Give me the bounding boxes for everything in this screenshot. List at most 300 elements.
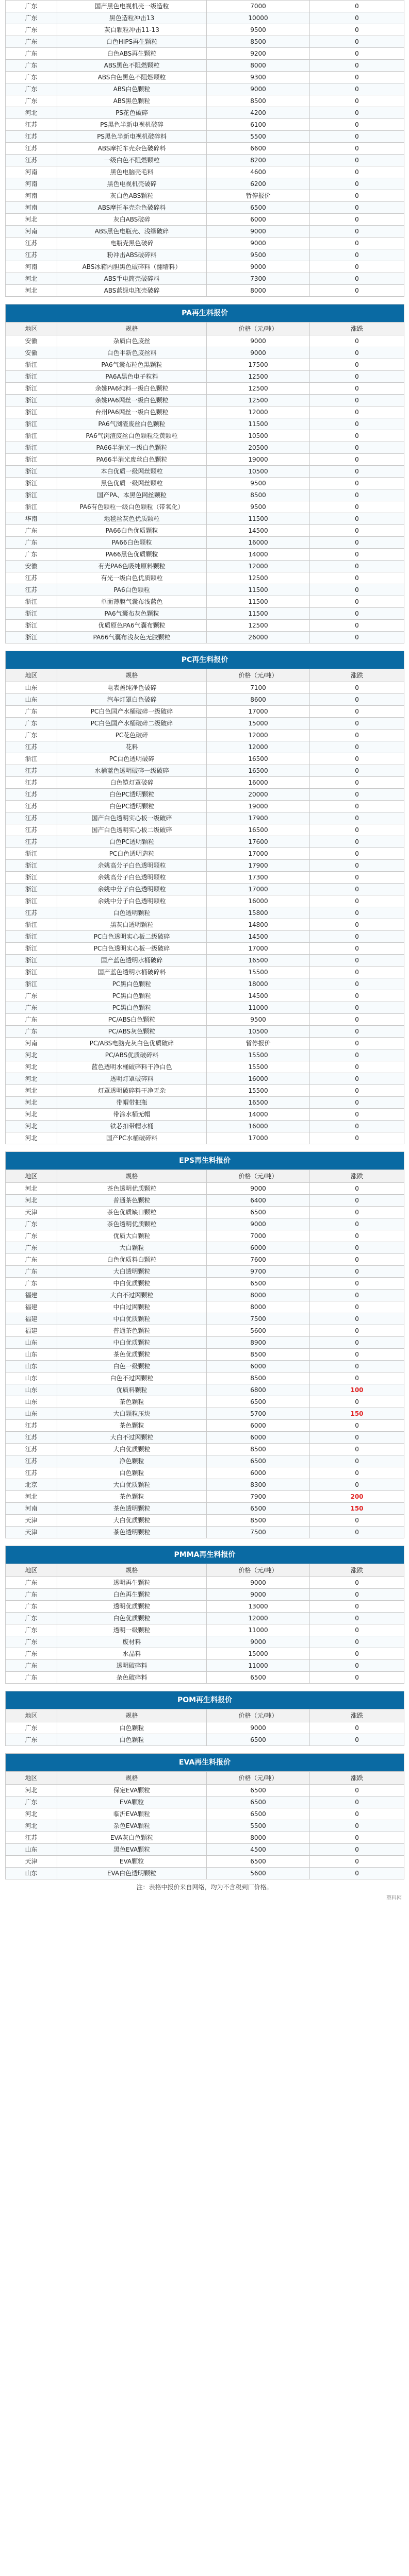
- region-cell: 广东: [6, 1636, 57, 1648]
- table-row: [6, 1384, 404, 1396]
- region-cell: 浙江: [6, 872, 57, 884]
- change-cell: 0: [310, 1432, 404, 1444]
- change-cell: 0: [310, 83, 404, 95]
- table-row: [6, 347, 404, 359]
- table-row: [6, 836, 404, 848]
- region-cell: 安徽: [6, 347, 57, 359]
- price-cell: 8300: [207, 1479, 310, 1491]
- price-cell: 16500: [207, 1097, 310, 1109]
- price-cell: 11000: [207, 1624, 310, 1636]
- spec-cell: ABS摩托车壳杂色破碎料: [57, 143, 207, 155]
- table-row: [6, 765, 404, 777]
- change-cell: 0: [310, 238, 404, 249]
- price-cell: 12000: [207, 730, 310, 741]
- table-row: [6, 513, 404, 525]
- change-cell: 0: [310, 261, 404, 273]
- spec-cell: 茶色颗粒: [57, 1396, 207, 1408]
- price-cell: 8500: [207, 1349, 310, 1361]
- spec-cell: EVA颗粒: [57, 1797, 207, 1808]
- price-cell: 8500: [207, 36, 310, 48]
- price-cell: 6500: [207, 202, 310, 214]
- table-row: [6, 812, 404, 824]
- spec-cell: PA66黑色优质颗粒: [57, 549, 207, 561]
- section-gap: [5, 1144, 404, 1151]
- spec-cell: 黑色电视机壳破碎: [57, 178, 207, 190]
- table-header-row: [6, 323, 404, 335]
- change-cell: 0: [310, 1349, 404, 1361]
- table-row: [6, 249, 404, 261]
- change-cell: 0: [310, 1207, 404, 1218]
- change-cell: 0: [310, 1479, 404, 1491]
- price-cell: 11500: [207, 418, 310, 430]
- region-cell: 江苏: [6, 131, 57, 143]
- change-cell: 0: [310, 1073, 404, 1085]
- table-row: [6, 1183, 404, 1195]
- spec-cell: PC白色国产水桶破碎一级破碎: [57, 706, 207, 718]
- table-row: [6, 1660, 404, 1672]
- spec-cell: 茶色颗粒: [57, 1420, 207, 1432]
- region-cell: 广东: [6, 706, 57, 718]
- region-cell: 浙江: [6, 489, 57, 501]
- price-cell: 6500: [207, 1808, 310, 1820]
- region-cell: 浙江: [6, 501, 57, 513]
- price-cell: 7000: [207, 1, 310, 12]
- spec-cell: PA6有色颗粒一级白色颗粒（带氧化）: [57, 501, 207, 513]
- table-row: [6, 1132, 404, 1144]
- price-cell: 10500: [207, 430, 310, 442]
- table-row: [6, 1337, 404, 1349]
- table-row: [6, 1479, 404, 1491]
- region-cell: 河北: [6, 1073, 57, 1085]
- table-row: [6, 166, 404, 178]
- table-row: [6, 430, 404, 442]
- price-cell: 12000: [207, 741, 310, 753]
- change-cell: 0: [310, 525, 404, 537]
- spec-cell: 透明灯罩破碎料: [57, 1073, 207, 1085]
- spec-cell: 灰白ABS破碎: [57, 214, 207, 226]
- table-row: [6, 1832, 404, 1844]
- price-cell: 15000: [207, 1648, 310, 1660]
- column-header: 规格: [57, 1772, 207, 1785]
- price-cell: 9000: [207, 347, 310, 359]
- change-cell: 0: [310, 1301, 404, 1313]
- change-cell: 0: [310, 1613, 404, 1624]
- table-row: [6, 955, 404, 967]
- price-cell: 17000: [207, 848, 310, 860]
- region-cell: 浙江: [6, 632, 57, 643]
- change-cell: 0: [310, 1420, 404, 1432]
- spec-cell: 黑色造粒冲击13: [57, 12, 207, 24]
- change-cell: 0: [310, 1589, 404, 1601]
- region-cell: 江苏: [6, 1444, 57, 1455]
- spec-cell: 透明一级颗粒: [57, 1624, 207, 1636]
- spec-cell: 白色HIPS再生颗粒: [57, 36, 207, 48]
- price-cell: 6500: [207, 1785, 310, 1797]
- column-header: 涨跌: [310, 1709, 404, 1722]
- table-row: [6, 537, 404, 549]
- change-cell: 0: [310, 1230, 404, 1242]
- spec-cell: PC黑白色颗粒: [57, 978, 207, 990]
- region-cell: 广东: [6, 1722, 57, 1734]
- price-cell: 8500: [207, 95, 310, 107]
- change-cell: 0: [310, 249, 404, 261]
- table-row: [6, 1061, 404, 1073]
- price-cell: 7900: [207, 1491, 310, 1503]
- spec-cell: PA66气囊布浅灰色无胶颗粒: [57, 632, 207, 643]
- price-cell: 10500: [207, 466, 310, 478]
- section-title-row: [6, 651, 404, 669]
- price-table: [5, 1753, 404, 1879]
- price-cell: 9000: [207, 226, 310, 238]
- spec-cell: 国产白色透明实心板二级破碎: [57, 824, 207, 836]
- table-row: [6, 285, 404, 297]
- price-cell: 6600: [207, 143, 310, 155]
- table-row: [6, 1014, 404, 1026]
- region-cell: 江苏: [6, 801, 57, 812]
- table-row: [6, 1808, 404, 1820]
- spec-cell: 中白优质颗粒: [57, 1337, 207, 1349]
- change-cell: 0: [310, 836, 404, 848]
- table-row: [6, 1049, 404, 1061]
- price-cell: 17000: [207, 884, 310, 895]
- price-cell: 8000: [207, 1301, 310, 1313]
- table-row: [6, 1097, 404, 1109]
- table-row: [6, 978, 404, 990]
- change-cell: 0: [310, 1183, 404, 1195]
- change-cell: 0: [310, 1722, 404, 1734]
- price-report: [5, 0, 404, 1903]
- region-cell: 河北: [6, 1820, 57, 1832]
- column-header: 价格（元/吨）: [207, 1564, 310, 1577]
- spec-cell: ABS黑色不阻燃颗粒: [57, 60, 207, 72]
- price-cell: 6000: [207, 1242, 310, 1254]
- spec-cell: ABS蓝绿电瓶壳破碎: [57, 285, 207, 297]
- price-cell: 9000: [207, 238, 310, 249]
- table-row: [6, 777, 404, 789]
- price-cell: 6500: [207, 1455, 310, 1467]
- section-title: EVA再生料报价: [6, 1754, 404, 1772]
- column-header: 涨跌: [310, 669, 404, 682]
- price-cell: 8500: [207, 1372, 310, 1384]
- change-cell: 0: [310, 95, 404, 107]
- price-cell: 11000: [207, 1002, 310, 1014]
- table-row: [6, 501, 404, 513]
- region-cell: 广东: [6, 36, 57, 48]
- spec-cell: 花料: [57, 741, 207, 753]
- region-cell: 广东: [6, 1230, 57, 1242]
- column-header: 地区: [6, 1709, 57, 1722]
- region-cell: 江苏: [6, 1455, 57, 1467]
- change-cell: 0: [310, 1797, 404, 1808]
- region-cell: 浙江: [6, 895, 57, 907]
- table-row: [6, 1278, 404, 1290]
- price-cell: 8000: [207, 60, 310, 72]
- price-cell: 17900: [207, 812, 310, 824]
- price-cell: 9500: [207, 478, 310, 489]
- region-cell: 广东: [6, 1278, 57, 1290]
- table-header-row: [6, 1772, 404, 1785]
- change-cell: 0: [310, 584, 404, 596]
- table-row: [6, 155, 404, 166]
- change-cell: 0: [310, 1808, 404, 1820]
- change-cell: 0: [310, 454, 404, 466]
- table-header-row: [6, 1709, 404, 1722]
- change-cell: 0: [310, 1820, 404, 1832]
- spec-cell: 余姚中分子白色透明颗粒: [57, 884, 207, 895]
- change-cell: 0: [310, 383, 404, 395]
- region-cell: 江苏: [6, 249, 57, 261]
- spec-cell: 保定EVA颗粒: [57, 1785, 207, 1797]
- change-cell: 0: [310, 1049, 404, 1061]
- change-cell: 0: [310, 537, 404, 549]
- section-title: PA再生料报价: [6, 304, 404, 323]
- spec-cell: PA66半消光废丝白色颗粒: [57, 454, 207, 466]
- region-cell: 河南: [6, 261, 57, 273]
- spec-cell: PC花色破碎: [57, 730, 207, 741]
- price-cell: 6000: [207, 1361, 310, 1372]
- spec-cell: PC白色透明造粒: [57, 848, 207, 860]
- spec-cell: 黑色电脑壳毛料: [57, 166, 207, 178]
- price-cell: 9000: [207, 1577, 310, 1589]
- region-cell: 江苏: [6, 1432, 57, 1444]
- region-cell: 广东: [6, 1, 57, 12]
- table-row: [6, 273, 404, 285]
- spec-cell: 大白优质颗粒: [57, 1444, 207, 1455]
- change-cell: 0: [310, 12, 404, 24]
- region-cell: 广东: [6, 1254, 57, 1266]
- change-cell: 0: [310, 694, 404, 706]
- table-row: [6, 143, 404, 155]
- price-cell: 12500: [207, 371, 310, 383]
- footer-note: 注：表格中报价来自网络，均为不含税到厂价格。: [136, 1884, 273, 1891]
- table-row: [6, 718, 404, 730]
- region-cell: 江苏: [6, 1832, 57, 1844]
- region-cell: 河北: [6, 1183, 57, 1195]
- region-cell: 江苏: [6, 584, 57, 596]
- change-cell: 0: [310, 1121, 404, 1132]
- spec-cell: 大白颗粒: [57, 1242, 207, 1254]
- region-cell: 广东: [6, 1589, 57, 1601]
- region-cell: 广东: [6, 1624, 57, 1636]
- region-cell: 江苏: [6, 777, 57, 789]
- change-cell: 0: [310, 60, 404, 72]
- price-cell: 8500: [207, 489, 310, 501]
- region-cell: 广东: [6, 1002, 57, 1014]
- region-cell: 福建: [6, 1313, 57, 1325]
- region-cell: 广东: [6, 549, 57, 561]
- region-cell: 河北: [6, 1049, 57, 1061]
- region-cell: 浙江: [6, 478, 57, 489]
- price-cell: 16000: [207, 1121, 310, 1132]
- region-cell: 江苏: [6, 1467, 57, 1479]
- region-cell: 河北: [6, 107, 57, 119]
- table-row: [6, 1577, 404, 1589]
- spec-cell: PA6白色颗粒: [57, 584, 207, 596]
- table-row: [6, 489, 404, 501]
- change-cell: 0: [310, 955, 404, 967]
- price-cell: 16000: [207, 1073, 310, 1085]
- spec-cell: 茶色透明颗粒: [57, 1503, 207, 1515]
- table-row: [6, 1121, 404, 1132]
- region-cell: 浙江: [6, 620, 57, 632]
- section-gap: [5, 1538, 404, 1546]
- region-cell: 江苏: [6, 765, 57, 777]
- price-cell: 5600: [207, 1868, 310, 1879]
- table-row: [6, 990, 404, 1002]
- section-title-row: [6, 1152, 404, 1170]
- section-title: PC再生料报价: [6, 651, 404, 669]
- price-cell: 7100: [207, 682, 310, 694]
- region-cell: 浙江: [6, 418, 57, 430]
- table-row: [6, 549, 404, 561]
- price-cell: 18000: [207, 978, 310, 990]
- price-cell: 9000: [207, 261, 310, 273]
- change-cell: 0: [310, 1290, 404, 1301]
- table-row: [6, 119, 404, 131]
- change-cell: 0: [310, 501, 404, 513]
- region-cell: 浙江: [6, 596, 57, 608]
- change-cell: 0: [310, 1455, 404, 1467]
- table-row: [6, 1026, 404, 1038]
- section-title: EPS再生料报价: [6, 1152, 404, 1170]
- table-row: [6, 1820, 404, 1832]
- change-cell: 0: [310, 285, 404, 297]
- spec-cell: 地毯丝灰色优质颗粒: [57, 513, 207, 525]
- change-cell: 150: [310, 1503, 404, 1515]
- column-header: 价格（元/吨）: [207, 323, 310, 335]
- region-cell: 天津: [6, 1207, 57, 1218]
- table-row: [6, 1515, 404, 1527]
- table-row: [6, 884, 404, 895]
- spec-cell: 带涂水桶无帽: [57, 1109, 207, 1121]
- spec-cell: 杂色破碎料: [57, 1672, 207, 1684]
- region-cell: 河北: [6, 1491, 57, 1503]
- price-cell: 4200: [207, 107, 310, 119]
- spec-cell: 国产蓝色透明水桶破碎料: [57, 967, 207, 978]
- change-cell: 0: [310, 178, 404, 190]
- region-cell: 河北: [6, 273, 57, 285]
- change-cell: 0: [310, 824, 404, 836]
- table-row: [6, 131, 404, 143]
- column-header: 涨跌: [310, 323, 404, 335]
- region-cell: 江苏: [6, 812, 57, 824]
- change-cell: 0: [310, 36, 404, 48]
- table-row: [6, 561, 404, 572]
- price-cell: 14500: [207, 990, 310, 1002]
- spec-cell: 带帽带把瓶: [57, 1097, 207, 1109]
- spec-cell: 茶色透明优质颗粒: [57, 1218, 207, 1230]
- change-cell: 0: [310, 395, 404, 406]
- change-cell: 0: [310, 1660, 404, 1672]
- spec-cell: 国产黑色电视机壳一级造粒: [57, 1, 207, 12]
- column-header: 涨跌: [310, 1564, 404, 1577]
- price-cell: 5500: [207, 131, 310, 143]
- price-cell: 9000: [207, 1722, 310, 1734]
- table-row: [6, 1589, 404, 1601]
- spec-cell: 白色PC透明颗粒: [57, 836, 207, 848]
- change-cell: 0: [310, 907, 404, 919]
- spec-cell: 白色ABS再生颗粒: [57, 48, 207, 60]
- table-row: [6, 12, 404, 24]
- table-row: [6, 1420, 404, 1432]
- spec-cell: PS黑色半新电视机破碎: [57, 119, 207, 131]
- change-cell: 0: [310, 1337, 404, 1349]
- price-cell: 9000: [207, 1218, 310, 1230]
- price-cell: 9000: [207, 1183, 310, 1195]
- spec-cell: 中白过网颗粒: [57, 1301, 207, 1313]
- price-cell: 12500: [207, 572, 310, 584]
- price-cell: 9000: [207, 1636, 310, 1648]
- table-row: [6, 525, 404, 537]
- table-row: [6, 801, 404, 812]
- price-cell: 9500: [207, 1014, 310, 1026]
- region-cell: 浙江: [6, 943, 57, 955]
- change-cell: 0: [310, 1, 404, 12]
- change-cell: 0: [310, 143, 404, 155]
- table-header-row: [6, 669, 404, 682]
- price-cell: 19000: [207, 454, 310, 466]
- region-cell: 河南: [6, 1503, 57, 1515]
- price-cell: 6500: [207, 1207, 310, 1218]
- region-cell: 山东: [6, 694, 57, 706]
- region-cell: 浙江: [6, 359, 57, 371]
- region-cell: 广东: [6, 1266, 57, 1278]
- price-cell: 11500: [207, 608, 310, 620]
- change-cell: 0: [310, 730, 404, 741]
- spec-cell: EVA颗粒: [57, 1856, 207, 1868]
- price-cell: 8500: [207, 1515, 310, 1527]
- region-cell: 江苏: [6, 789, 57, 801]
- spec-cell: 灰白色ABS颗粒: [57, 190, 207, 202]
- table-row: [6, 931, 404, 943]
- spec-cell: 白色再生颗粒: [57, 1589, 207, 1601]
- spec-cell: 余姚PA6纯料一级白色颗粒: [57, 383, 207, 395]
- change-cell: 0: [310, 1061, 404, 1073]
- table-row: [6, 860, 404, 872]
- spec-cell: 临沂EVA颗粒: [57, 1808, 207, 1820]
- spec-cell: 茶色透明优质颗粒: [57, 1183, 207, 1195]
- region-cell: 广东: [6, 83, 57, 95]
- table-row: [6, 395, 404, 406]
- change-cell: 0: [310, 1785, 404, 1797]
- table-row: [6, 620, 404, 632]
- price-cell: 17600: [207, 836, 310, 848]
- table-row: [6, 454, 404, 466]
- spec-cell: 白色颗粒: [57, 1722, 207, 1734]
- price-cell: 8000: [207, 1290, 310, 1301]
- change-cell: 0: [310, 706, 404, 718]
- price-cell: 14000: [207, 549, 310, 561]
- table-row: [6, 1313, 404, 1325]
- table-row: [6, 1073, 404, 1085]
- region-cell: 河南: [6, 226, 57, 238]
- price-cell: 5600: [207, 1325, 310, 1337]
- spec-cell: ABS黑色电瓶壳、浅绿破碎: [57, 226, 207, 238]
- region-cell: 浙江: [6, 978, 57, 990]
- region-cell: 江苏: [6, 1420, 57, 1432]
- change-cell: 0: [310, 359, 404, 371]
- spec-cell: PC白色透明实心板一级破碎: [57, 943, 207, 955]
- region-cell: 浙江: [6, 395, 57, 406]
- spec-cell: 普通茶色颗粒: [57, 1325, 207, 1337]
- change-cell: 0: [310, 1844, 404, 1856]
- region-cell: 河北: [6, 1195, 57, 1207]
- region-cell: 河南: [6, 1038, 57, 1049]
- price-sections: [5, 0, 404, 1879]
- column-header: 地区: [6, 669, 57, 682]
- change-cell: 0: [310, 1278, 404, 1290]
- spec-cell: PA66白色优质颗粒: [57, 525, 207, 537]
